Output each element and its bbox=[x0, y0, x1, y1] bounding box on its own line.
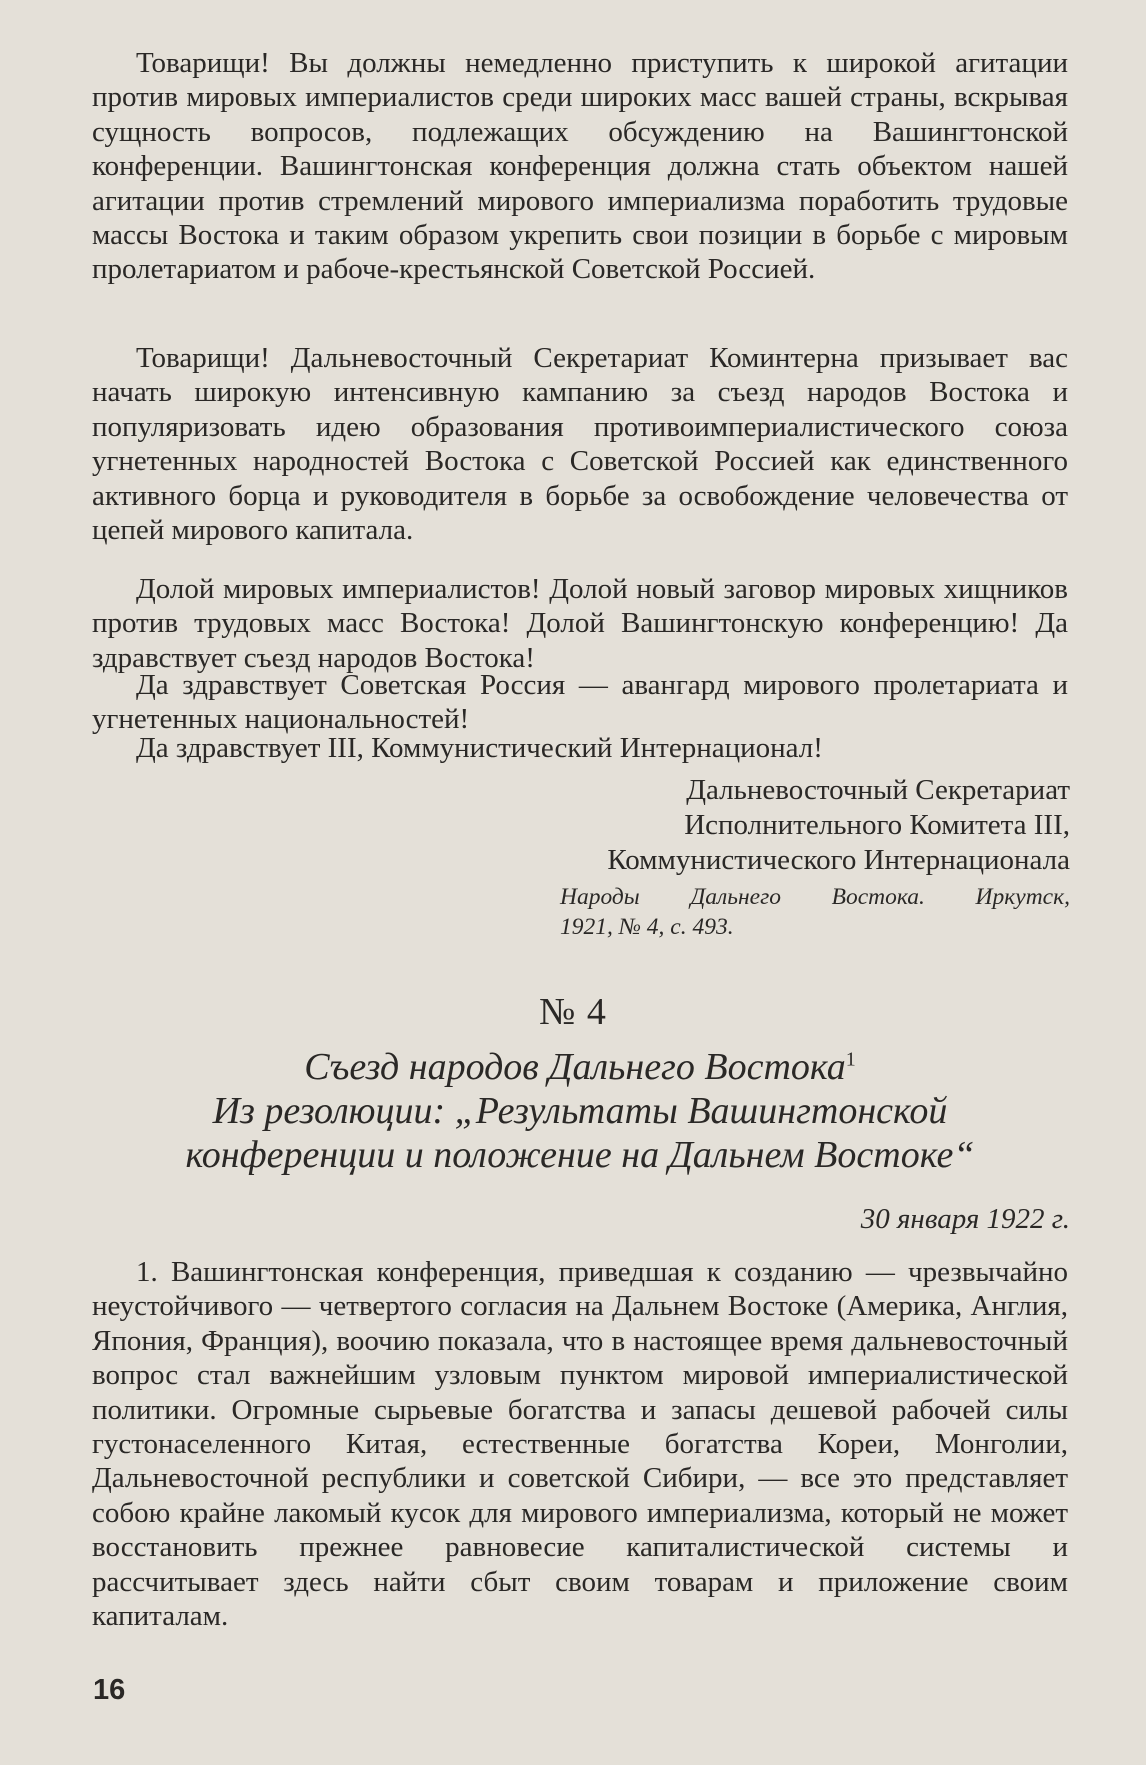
signature-line: Дальневосточный Секретариат bbox=[686, 774, 1070, 806]
source-citation bbox=[560, 882, 1070, 942]
paragraph-long-live-international: Да здравствует III, Коммунистический Интернационал! bbox=[136, 732, 823, 764]
paragraph-long-live-russia: Да здравствует Советская Россия — авангард мирового пролетариата и угнетенных национальностей! bbox=[92, 669, 1068, 736]
document-number: № 4 bbox=[539, 991, 607, 1033]
document-title-text: Съезд народов Дальнего Востока bbox=[304, 1046, 846, 1088]
document-title-line bbox=[92, 1045, 1068, 1089]
signature-block bbox=[607, 773, 1070, 878]
footnote-marker: 1 bbox=[845, 1048, 856, 1071]
document-title bbox=[92, 1045, 1068, 1177]
source-word: Иркутск, bbox=[975, 884, 1070, 910]
document-date: 30 января 1922 г. bbox=[860, 1203, 1070, 1235]
source-word: Дальнего bbox=[690, 884, 781, 910]
paragraph-agitation-appeal: Товарищи! Вы должны немедленно приступить к широкой агитации против мировых империалистов среди широких масс вашей страны, вскрывая сущность вопросов, подлежащих обсуждению на Вашингтонской конференции. Вашингтонская конференция должна стать объектом нашей агитации против стремлений мирового империализма поработить трудовые массы Востока и таким образом укрепить свои позиции в борьбе с мировым пролетариатом и рабоче-крестьянской Советской Россией. bbox=[92, 47, 1068, 286]
paragraph-slogans: Долой мировых империалистов! Долой новый заговор мировых хищников против трудовых масс Востока! Долой Вашингтонскую конференцию! Да здравствует съезд народов Востока! bbox=[92, 573, 1068, 674]
source-word: Востока. bbox=[831, 884, 925, 910]
document-title-line: Из резолюции: „Результаты Вашингтонской bbox=[212, 1090, 948, 1132]
signature-line: Коммунистического Интернационала bbox=[607, 844, 1070, 876]
signature-line: Исполнительного Комитета III, bbox=[684, 809, 1070, 841]
source-citation-line bbox=[560, 882, 1070, 912]
page-number: 16 bbox=[93, 1674, 126, 1706]
source-citation-line: 1921, № 4, с. 493. bbox=[560, 914, 734, 940]
source-word: Народы bbox=[560, 884, 640, 910]
document-title-line: конференции и положение на Дальнем Востоке“ bbox=[185, 1134, 975, 1176]
paragraph-resolution-point-1: 1. Вашингтонская конференция, приведшая к созданию — чрезвычайно неустойчивого — четвертого согласия на Дальнем Востоке (Америка, Англия, Япония, Франция), воочию показала, что в настоящее время дальневосточный вопрос стал важнейшим узловым пунктом мировой империалистической политики. Огромные сырьевые богатства и запасы дешевой рабочей силы густонаселенного Китая, естественные богатства Кореи, Монголии, Дальневосточной республики и советской Сибири, — все это представляет собою крайне лакомый кусок для мирового империализма, который не может восстановить прежнее равновесие капиталистической системы и рассчитывает здесь найти сбыт своим товарам и приложение своим капиталам. bbox=[92, 1256, 1068, 1633]
paragraph-comintern-call: Товарищи! Дальневосточный Секретариат Коминтерна призывает вас начать широкую интенсивную кампанию за съезд народов Востока и популяризовать идею образования противоимпериалистического союза угнетенных народностей Востока с Советской Россией как единственного активного борца и руководителя в борьбе за освобождение человечества от цепей мирового капитала. bbox=[92, 342, 1068, 547]
